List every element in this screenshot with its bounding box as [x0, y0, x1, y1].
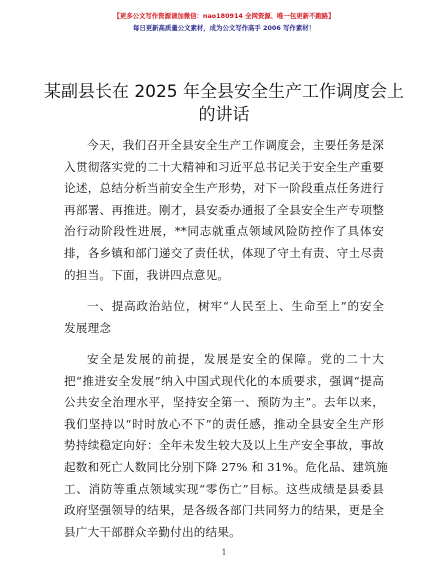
paragraph-line: 今天，我们召开全县安全生产工作调度会，主要任务是深 [87, 138, 384, 152]
promo-banner-line-1: 【更多公文写作资源请加微信：nao180914 全网资源、唯一包更新不跑路】 [113, 12, 335, 20]
paragraph-line: 再部署、再推进。刚才，县安委办通报了全县安全生产专项整 [64, 202, 384, 217]
section-heading-1 [64, 296, 384, 339]
paragraph-line: 排，各乡镇和部门递交了责任状，体现了守土有责、守土尽责 [64, 245, 384, 260]
page-number: 1 [221, 548, 227, 557]
paragraph-line: 论述，总结分析当前安全生产形势，对下一阶段重点任务进行 [64, 181, 384, 196]
promo-banner-line-2: 每日更新高质量公文素材，成为公文写作高手 2006 写作素材！ [132, 24, 315, 32]
paragraph-line: 的担当。下面，我讲四点意见。 [64, 267, 230, 282]
document-title-line-1: 某副县长在 2025 年全县安全生产工作调度会上 [43, 82, 405, 102]
paragraph-line: 起数和死亡人数同比分别下降 27% 和 31%。危化品、建筑施 [64, 459, 388, 474]
paragraph-line: 我们坚持以“时时放心不下”的责任感，推动全县安全生产形 [64, 416, 384, 431]
paragraph-line: 治行动阶段性进展，**同志就重点领域风险防控作了具体安 [64, 224, 384, 239]
paragraph-line: 县广大干部群众辛勤付出的结果。 [64, 524, 241, 539]
heading-line: 一、提高政治站位，树牢“人民至上、生命至上”的安全 [87, 299, 384, 313]
paragraph-intro [64, 135, 384, 286]
paragraph-line: 工、消防等重点领域实现“零伤亡”目标。这些成绩是县委县 [64, 481, 384, 496]
paragraph-line: 入贯彻落实党的二十大精神和习近平总书记关于安全生产重要 [64, 159, 384, 174]
paragraph-line: 政府坚强领导的结果，是各级各部门共同努力的结果，更是全 [64, 503, 384, 518]
paragraph-line: 安全是发展的前提，发展是安全的保障。党的二十大 [87, 352, 384, 366]
paragraph-safety-development [64, 349, 388, 543]
heading-line: 发展理念 [64, 320, 112, 335]
paragraph-line: 势持续稳定向好：全年未发生较大及以上生产安全事故，事故 [64, 438, 384, 453]
paragraph-line: 把“推进安全发展”纳入中国式现代化的本质要求，强调“提高 [64, 373, 384, 388]
document-title-line-2: 的讲话 [198, 105, 250, 125]
paragraph-line: 公共安全治理水平，坚持安全第一、预防为主”。去年以来， [64, 395, 384, 410]
